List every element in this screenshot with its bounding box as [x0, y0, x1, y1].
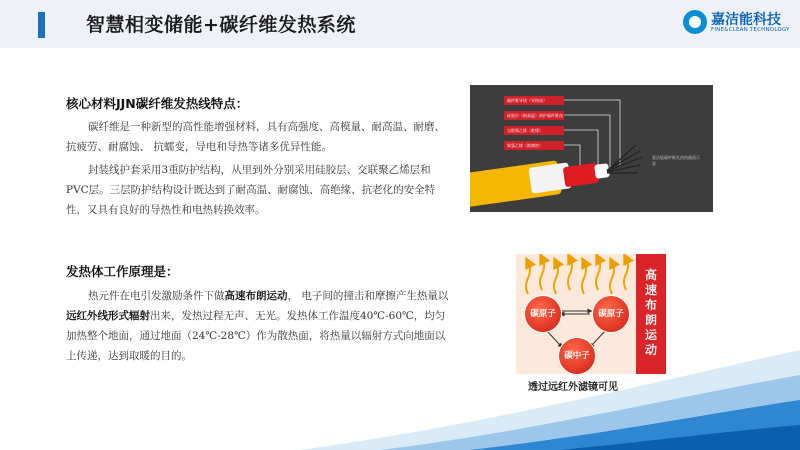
principle-text-3: 出来，发热过程无声、无光。发热体工作温度40℃-60℃，均匀加热整个地面，通过地面（24℃-28℃）作为散热面，将热量以辐射方式向地面以上传递，达到取暖的目的。	[66, 310, 446, 362]
principle-text-1: 热元件在电引发激励条件下做	[88, 290, 225, 302]
company-logo	[683, 8, 795, 38]
particle-carbon-neutron: 碳中子	[558, 337, 596, 375]
paragraph-sheath: 封装线护套采用3重防护结构，从里到外分别采用硅胶层、交联聚乙烯层和PVC层。三层防护结构设计既达到了耐高温、耐腐蚀、高绝缘、抗老化的安全特性，又具有良好的导热性和电热转换效率。	[66, 164, 436, 216]
vertical-title-char: 布	[644, 298, 657, 312]
paragraph-carbon-fiber: 碳纤维是一种新型的高性能增强材料，具有高强度、高模量、耐高温、耐磨、抗疲劳、耐腐蚀、 抗蠕变，导电和导热等诸多优异性能。	[66, 121, 445, 153]
logo-name-en: FINE&CLEAN TECHNOLOGY	[711, 27, 790, 33]
section-heading-materials: 核心材料JJN碳纤维发热线特点：	[66, 96, 249, 111]
principle-text-2: ， 电子间的撞击和摩擦产生热量以	[287, 290, 449, 302]
vertical-title-char: 朗	[644, 313, 657, 327]
section-heading-principle: 发热体工作原理是：	[66, 264, 179, 279]
cable-label-silicone: 硅胶层（耐高温）防护碳纤维丝	[504, 111, 564, 120]
cable-note: 嘉洁能碳纤维发热线截面示意	[652, 155, 700, 166]
particle-carbon-atom-right: 碳原子	[592, 295, 630, 333]
vertical-title-char: 速	[644, 283, 657, 297]
vertical-title-char: 动	[644, 343, 657, 357]
vertical-title-char: 高	[644, 268, 657, 282]
cable-label-core: 碳纤维导线（导热丝）	[504, 96, 564, 105]
logo-mark-icon	[683, 10, 707, 34]
cable-label-xlpe: 交联聚乙烯（绝缘）	[504, 126, 564, 135]
logo-name-cn: 嘉洁能科技	[711, 12, 781, 28]
diagram-caption: 透过远红外滤镜可见	[528, 382, 618, 393]
cable-cross-section-image	[470, 85, 713, 212]
principle-bold-infrared: 远红外线形式辐射	[66, 310, 150, 322]
principle-bold-brownian: 高速布朗运动	[224, 290, 288, 302]
particle-carbon-atom-left: 碳原子	[524, 295, 562, 333]
page-title: 智慧相变储能+碳纤维发热系统	[86, 14, 356, 36]
decorative-blue-swoosh	[0, 330, 800, 450]
cable-label-pvc: 聚氯乙烯（耐腐蚀）	[504, 141, 564, 150]
title-accent-bar	[38, 12, 45, 38]
vertical-title-char: 运	[644, 328, 657, 342]
